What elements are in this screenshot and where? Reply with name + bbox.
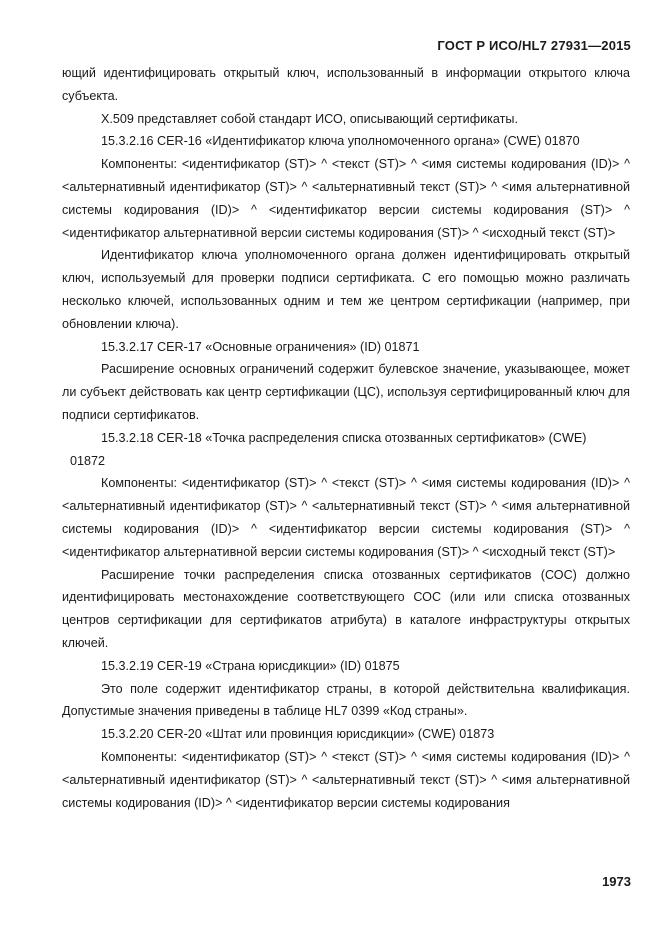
paragraph: Компоненты: <идентификатор (ST)> ^ <текст (ST)> ^ <имя системы кодирования (ID)> ^ <альтернативный идентификатор (ST)> ^ <альтернативный текст (ST)> ^ <имя альтернативной системы кодирования (ID)> ^ <идентификатор версии системы кодирования (ST)> ^ <идентификатор альтернативной версии системы кодирования (ST)> ^ <исходный текст (ST)> bbox=[62, 476, 630, 559]
paragraph: ющий идентифицировать открытый ключ, использованный в информации открытого ключа субъекта. bbox=[62, 66, 630, 103]
section-heading: 15.3.2.16 CER-16 «Идентификатор ключа уполномоченного органа» (CWE) 01870 bbox=[101, 134, 580, 149]
paragraph: Расширение точки распределения списка отозванных сертификатов (СОС) должно идентифицировать местонахождение соответствующего СОС (или или списка отозванных центров сертификации для сертификатов атрибута) в каталоге инфраструктуры открытых ключей. bbox=[62, 567, 630, 650]
body-text bbox=[62, 62, 630, 814]
paragraph: Компоненты: <идентификатор (ST)> ^ <текст (ST)> ^ <имя системы кодирования (ID)> ^ <альтернативный идентификатор (ST)> ^ <альтернативный текст (ST)> ^ <имя альтернативной системы кодирования (ID)> ^ <идентификатор версии системы кодирования (ST)> ^ <идентификатор альтернативной версии системы кодирования (ST)> ^ <исходный текст (ST)> bbox=[62, 157, 630, 240]
page-number: 1973 bbox=[602, 874, 631, 889]
section-heading: 15.3.2.20 CER-20 «Штат или провинция юрисдикции» (CWE) 01873 bbox=[101, 727, 495, 742]
paragraph: Идентификатор ключа уполномоченного органа должен идентифицировать открытый ключ, используемый для проверки подписи сертификата. С его помощью можно различать несколько ключей, использованных одним и тем же центром сертификации (например, при обновлении ключа). bbox=[62, 248, 630, 331]
section-heading-cont: 01872 bbox=[70, 453, 106, 468]
paragraph: Компоненты: <идентификатор (ST)> ^ <текст (ST)> ^ <имя системы кодирования (ID)> ^ <альтернативный идентификатор (ST)> ^ <альтернативный текст (ST)> ^ <имя альтернативной системы кодирования (ID)> ^ <идентификатор версии системы кодирования bbox=[62, 749, 630, 810]
section-heading: 15.3.2.18 CER-18 «Точка распределения списка отозванных сертификатов» (CWE) bbox=[101, 430, 587, 445]
section-heading: 15.3.2.17 CER-17 «Основные ограничения» (ID) 01871 bbox=[101, 339, 420, 354]
paragraph: X.509 представляет собой стандарт ИСО, описывающий сертификаты. bbox=[101, 111, 518, 126]
standard-header: ГОСТ Р ИСО/HL7 27931—2015 bbox=[437, 38, 631, 53]
paragraph: Это поле содержит идентификатор страны, в которой действительна квалификация. Допустимые значения приведены в таблице HL7 0399 «Код страны». bbox=[62, 681, 630, 719]
paragraph: Расширение основных ограничений содержит булевское значение, указывающее, может ли субъект действовать как центр сертификации (ЦС), используя сертифицированный ключ для подписи сертификатов. bbox=[62, 362, 630, 422]
section-heading: 15.3.2.19 CER-19 «Страна юрисдикции» (ID) 01875 bbox=[101, 658, 400, 673]
